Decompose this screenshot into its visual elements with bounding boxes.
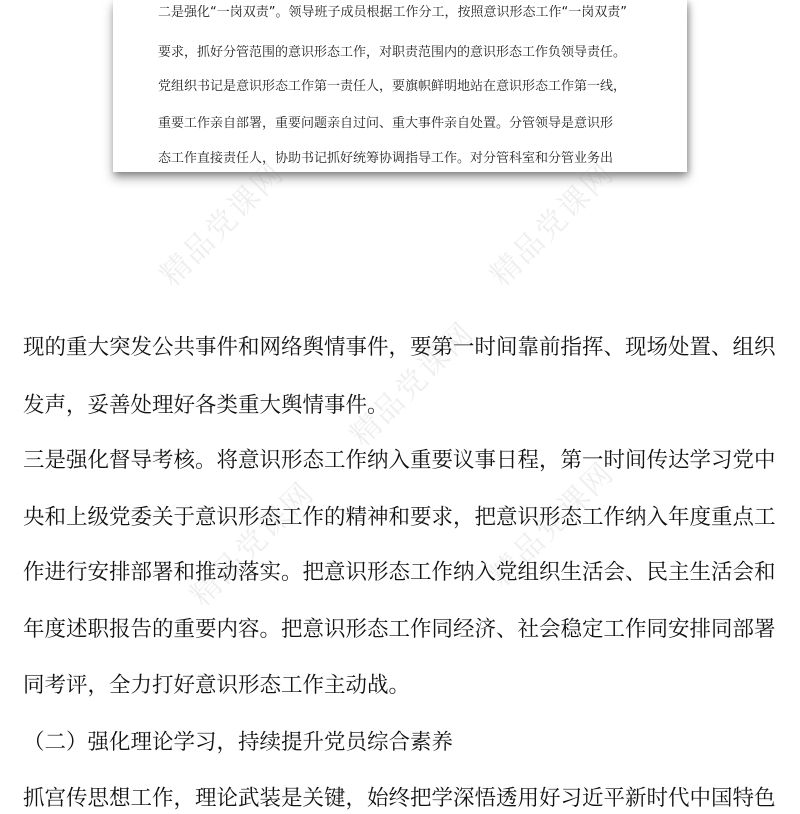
preview-line: 态工作直接责任人，协助书记抓好统筹协调指导工作。对分管科室和分管业务出 — [158, 151, 614, 166]
body-line: 三是强化督导考核。将意识形态工作纳入重要议事日程，第一时间传达学习党中 — [23, 448, 776, 473]
preview-line: 重要工作亲自部署，重要问题亲自过问、重大事件亲自处置。分管领导是意识形 — [158, 116, 614, 131]
section-heading: （二）强化理论学习，持续提升党员综合素养 — [23, 730, 454, 755]
document-preview-card — [113, 0, 687, 172]
preview-line: 党组织书记是意识形态工作第一责任人，要旗帜鲜明地站在意识形态工作第一线， — [158, 79, 627, 94]
watermark-text: 精品党课网 — [343, 315, 482, 454]
watermark-text: 精品党课网 — [153, 155, 292, 294]
body-line: 年度述职报告的重要内容。把意识形态工作同经济、社会稳定工作同安排同部署 — [23, 617, 776, 642]
body-line: 同考评，全力打好意识形态工作主动战。 — [23, 673, 411, 698]
preview-line: 要求，抓好分管范围的意识形态工作，对职责范围内的意识形态工作负领导责任。 — [158, 45, 627, 60]
watermark-text: 精品党课网 — [483, 455, 622, 594]
preview-line: 二是强化“一岗双责”。领导班子成员根据工作分工，按照意识形态工作“一岗双责” — [158, 5, 627, 20]
watermark-text: 精品党课网 — [183, 475, 322, 614]
body-line: 现的重大突发公共事件和网络舆情事件，要第一时间靠前指挥、现场处置、组织 — [23, 335, 776, 360]
watermark-text: 精品党课网 — [483, 155, 622, 294]
body-line: 作进行安排部署和推动落实。把意识形态工作纳入党组织生活会、民主生活会和 — [23, 560, 776, 585]
body-line: 抓宫传思想工作，理论武装是关键，始终把学深悟透用好习近平新时代中国特色 — [23, 786, 776, 811]
body-line: 发声，妥善处理好各类重大舆情事件。 — [23, 393, 389, 418]
body-line: 央和上级党委关于意识形态工作的精神和要求，把意识形态工作纳入年度重点工 — [23, 505, 776, 530]
